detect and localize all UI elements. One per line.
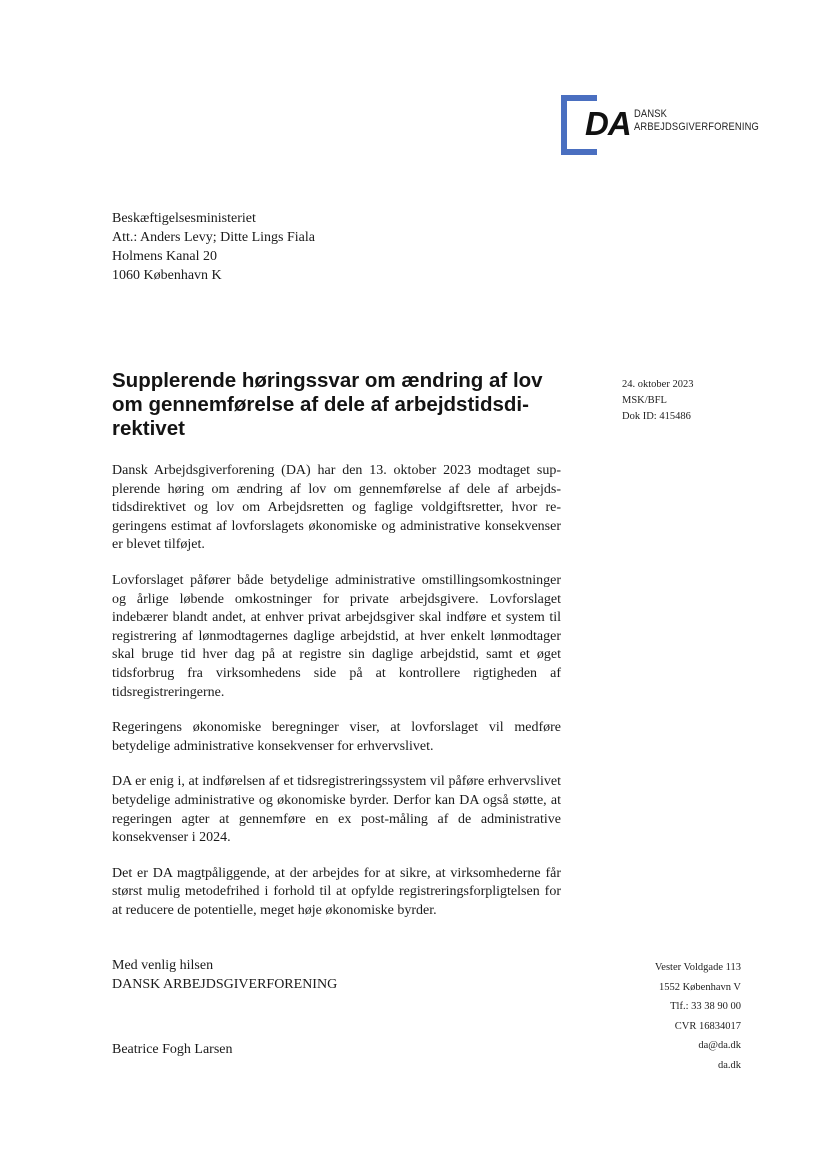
recipient-att: Att.: Anders Levy; Ditte Lings Fiala [112, 230, 315, 245]
contact-web: da.dk [717, 1059, 741, 1071]
contact-street: Vester Voldgade 113 [654, 962, 741, 973]
contact-phone: Tlf.: 33 38 90 00 [670, 1001, 741, 1012]
body-paragraph: DA er enig i, at indførelsen af et tidsregistreringssystem vil påføre erhvervslivet betydelige administrative og økonomiske byrder. Derfor kan DA også støtte, at regeringen agter at gennemføre en ex post-måling af de administrative konsekvenser i 2024. [112, 774, 561, 846]
da-logo [561, 95, 761, 159]
document-reference: MSK/BFL [622, 395, 667, 406]
closing-greeting: Med venlig hilsen [112, 958, 214, 973]
logo-wordmark [634, 108, 759, 133]
body-paragraph: Regeringens økonomiske beregninger viser, at lovforslaget vil medføre betydelige administrative konsekvenser for erhvervslivet. [112, 720, 561, 754]
document-id: Dok ID: 415486 [622, 411, 691, 422]
contact-city: 1552 København V [658, 981, 741, 993]
body-paragraph: Lovforslaget påfører både betydelige administrative omstillingsomkostninger og årlige løbende omkostninger for private arbejdsgivere. Lovforslaget indebærer blandt andet, at enhver privat arbejdsgiver skal indføre et system til registrering af lønmodtagernes daglige arbejdstid, at hver enkelt lønmodtager skal bruge tid hver dag på at registre sin daglige arbejdstid, samt et øget tidsforbrug fra virksomhedens side på at kontrollere rigtigheden af tidsregistreringerne. [112, 572, 561, 700]
body-paragraph: Det er DA magtpåliggende, at der arbejdes for at sikre, at virksomhederne får størst mulig metodefrihed i forhold til at opfylde registreringsforpligtelsen for at reducere de potentielle, meget høje økonomiske byrder. [112, 865, 561, 918]
recipient-name: Beskæftigelsesministeriet [112, 211, 256, 226]
logo-line-2: ARBEJDSGIVERFORENING [634, 120, 759, 133]
closing [112, 956, 337, 994]
letter-body [112, 462, 561, 937]
recipient-street: Holmens Kanal 20 [112, 249, 217, 264]
logo-line-1: DANSK [634, 108, 668, 120]
logo-mark: DA [585, 105, 631, 142]
closing-organization: DANSK ARBEJDSGIVERFORENING [112, 977, 338, 992]
contact-email: da@da.dk [698, 1040, 741, 1051]
document-title: Supplerende høringssvar om ændring af lov om gennemførelse af dele af arbejdstidsdirektivet [112, 369, 543, 440]
body-paragraph: Dansk Arbejdsgiverforening (DA) har den 13. oktober 2023 modtaget supplerende høring om ændring af lov om gennemførelse af dele af arbejdstidsdirektivet og lov om Arbejdsretten og faglige voldgiftsretter, hvor regeringens estimat af lovforslagets økonomiske og administrative konsekvenser er blevet tilføjet. [112, 463, 561, 553]
document-meta [622, 377, 693, 425]
signer-name: Beatrice Fogh Larsen [112, 1042, 233, 1057]
document-date: 24. oktober 2023 [622, 379, 694, 390]
recipient-address [112, 209, 315, 285]
recipient-city: 1060 København K [112, 268, 222, 283]
contact-cvr: CVR 16834017 [674, 1020, 741, 1032]
contact-info [655, 958, 741, 1075]
